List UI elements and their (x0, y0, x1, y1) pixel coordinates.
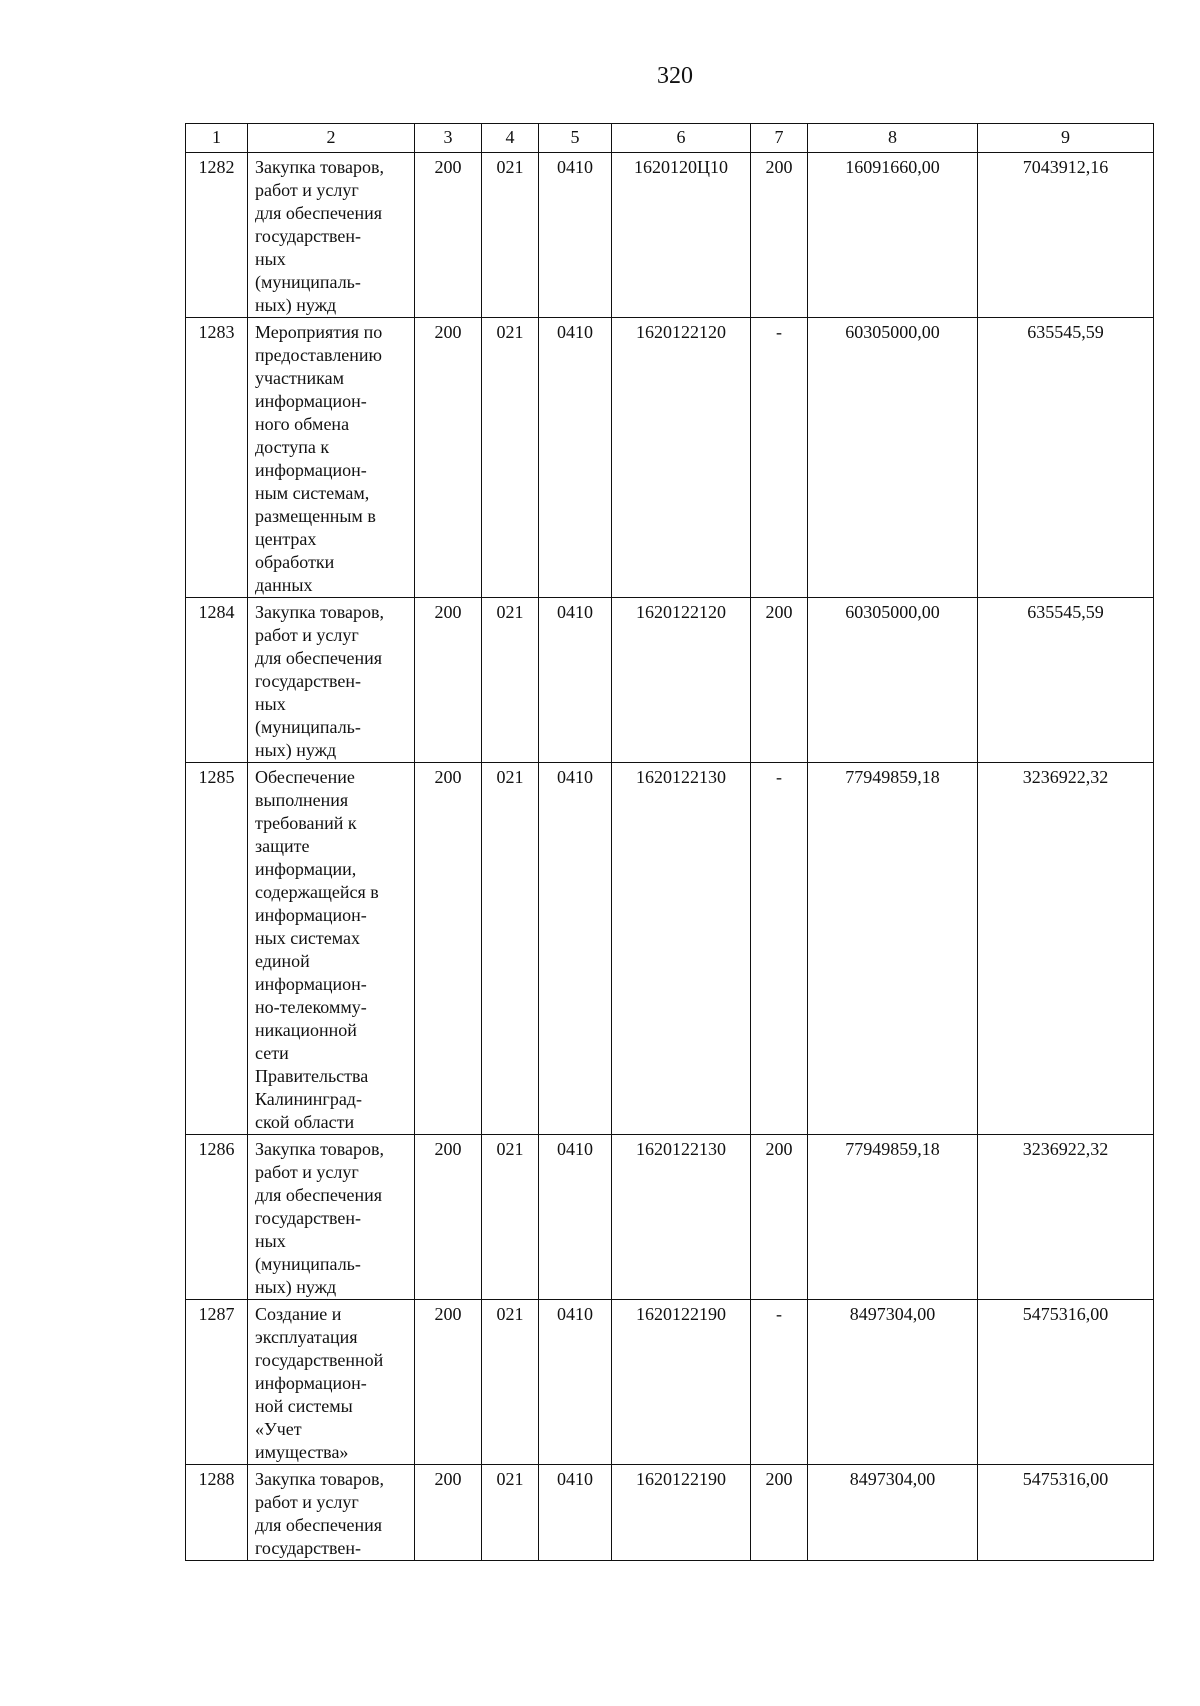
col-header-7: 7 (751, 124, 808, 153)
cell-col3: 200 (415, 598, 482, 763)
cell-col5: 0410 (539, 1135, 612, 1300)
row-name-text: Закупка товаров, работ и услуг для обеспечения государствен- (255, 1469, 384, 1558)
cell-col3: 200 (415, 153, 482, 318)
row-name-text: Мероприятия по предоставлению участникам информацион- ного обмена доступа к информацион- ным системам, размещенным в центрах обработки данных (255, 322, 383, 595)
row-name (248, 1465, 415, 1561)
col-header-2: 2 (248, 124, 415, 153)
row-name (248, 598, 415, 763)
col-header-1: 1 (186, 124, 248, 153)
cell-col9: 635545,59 (978, 598, 1154, 763)
col-header-4: 4 (482, 124, 539, 153)
row-name (248, 1135, 415, 1300)
cell-col6: 1620122130 (612, 1135, 751, 1300)
col-header-5: 5 (539, 124, 612, 153)
cell-col9: 3236922,32 (978, 763, 1154, 1135)
cell-col4: 021 (482, 598, 539, 763)
cell-col4: 021 (482, 153, 539, 318)
row-name-text: Закупка товаров, работ и услуг для обеспечения государствен- ных (муниципаль- ных) нужд (255, 1139, 384, 1297)
table-row (186, 598, 1154, 763)
row-name (248, 763, 415, 1135)
cell-col5: 0410 (539, 1300, 612, 1465)
cell-col7: 200 (751, 598, 808, 763)
cell-col9: 5475316,00 (978, 1300, 1154, 1465)
cell-col8: 60305000,00 (808, 598, 978, 763)
cell-col5: 0410 (539, 318, 612, 598)
row-name-text: Закупка товаров, работ и услуг для обеспечения государствен- ных (муниципаль- ных) нужд (255, 602, 384, 760)
row-name (248, 318, 415, 598)
header-row (186, 124, 1154, 153)
row-name (248, 1300, 415, 1465)
cell-col8: 8497304,00 (808, 1300, 978, 1465)
cell-col6: 1620122190 (612, 1465, 751, 1561)
table-row (186, 763, 1154, 1135)
cell-col9: 7043912,16 (978, 153, 1154, 318)
cell-col8: 60305000,00 (808, 318, 978, 598)
cell-col9: 5475316,00 (978, 1465, 1154, 1561)
table-row (186, 1300, 1154, 1465)
budget-table (185, 123, 1154, 1561)
cell-col4: 021 (482, 1135, 539, 1300)
cell-col8: 8497304,00 (808, 1465, 978, 1561)
row-number: 1286 (186, 1135, 248, 1300)
cell-col6: 1620120Ц10 (612, 153, 751, 318)
col-header-9: 9 (978, 124, 1154, 153)
cell-col7: 200 (751, 1135, 808, 1300)
cell-col5: 0410 (539, 153, 612, 318)
cell-col8: 16091660,00 (808, 153, 978, 318)
row-number: 1284 (186, 598, 248, 763)
cell-col7: - (751, 1300, 808, 1465)
cell-col5: 0410 (539, 598, 612, 763)
row-number: 1282 (186, 153, 248, 318)
cell-col5: 0410 (539, 763, 612, 1135)
row-number: 1283 (186, 318, 248, 598)
page-number: 320 (657, 63, 693, 89)
cell-col4: 021 (482, 318, 539, 598)
cell-col8: 77949859,18 (808, 763, 978, 1135)
cell-col7: 200 (751, 153, 808, 318)
cell-col7: - (751, 763, 808, 1135)
cell-col7: - (751, 318, 808, 598)
table-row (186, 1465, 1154, 1561)
cell-col9: 635545,59 (978, 318, 1154, 598)
cell-col9: 3236922,32 (978, 1135, 1154, 1300)
cell-col3: 200 (415, 763, 482, 1135)
row-name-text: Закупка товаров, работ и услуг для обеспечения государствен- ных (муниципаль- ных) нужд (255, 157, 384, 315)
cell-col4: 021 (482, 1465, 539, 1561)
col-header-3: 3 (415, 124, 482, 153)
cell-col3: 200 (415, 1465, 482, 1561)
row-number: 1288 (186, 1465, 248, 1561)
cell-col6: 1620122130 (612, 763, 751, 1135)
col-header-6: 6 (612, 124, 751, 153)
cell-col6: 1620122120 (612, 318, 751, 598)
row-name (248, 153, 415, 318)
table-row (186, 318, 1154, 598)
cell-col4: 021 (482, 1300, 539, 1465)
cell-col3: 200 (415, 1300, 482, 1465)
row-number: 1285 (186, 763, 248, 1135)
cell-col3: 200 (415, 1135, 482, 1300)
row-name-text: Создание и эксплуатация государственной информацион- ной системы «Учет имущества» (255, 1304, 384, 1462)
cell-col6: 1620122120 (612, 598, 751, 763)
row-number: 1287 (186, 1300, 248, 1465)
table-row (186, 153, 1154, 318)
cell-col4: 021 (482, 763, 539, 1135)
cell-col5: 0410 (539, 1465, 612, 1561)
cell-col7: 200 (751, 1465, 808, 1561)
col-header-8: 8 (808, 124, 978, 153)
cell-col8: 77949859,18 (808, 1135, 978, 1300)
cell-col3: 200 (415, 318, 482, 598)
table-row (186, 1135, 1154, 1300)
row-name-text: Обеспечение выполнения требований к защите информации, содержащейся в информацион- ных системах единой информацион- но-телекомму- никационной сети Правительства Калининград- ской области (255, 767, 379, 1132)
cell-col6: 1620122190 (612, 1300, 751, 1465)
